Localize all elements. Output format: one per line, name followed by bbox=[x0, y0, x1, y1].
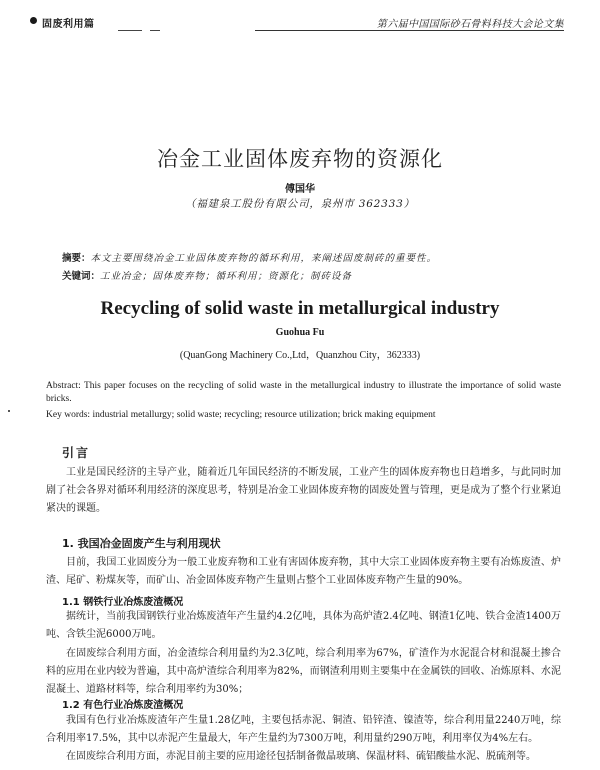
subsection-1-2-paragraph: 在固废综合利用方面，赤泥目前主要的应用途径包括制备微晶玻璃、保温材料、硫铝酸盐水泥、脱硫剂等。 bbox=[66, 751, 536, 762]
subsection-1-1-paragraph: 据统计，当前我国钢铁行业冶炼废渣年产生量约4.2亿吨，具体为高炉渣2.4亿吨、钢渣1亿吨、铁合金渣1400万吨、含铁尘泥6000万吨。 bbox=[46, 611, 561, 640]
keywords-en: Key words: industrial metallurgy; solid waste; recycling; resource utilization; brick making equipment bbox=[46, 410, 436, 420]
affiliation-en: (QuanGong Machinery Co.,Ltd，Quanzhou City，362333) bbox=[179, 350, 421, 361]
author-cn: 傅国华 bbox=[285, 184, 315, 195]
abstract-cn-text: 本文主要围绕冶金工业固体废弃物的循环利用，来阐述固废制砖的重要性。 bbox=[90, 253, 438, 264]
abstract-cn bbox=[62, 250, 560, 264]
paper-title-cn: 冶金工业固体废弃物的资源化 bbox=[157, 147, 443, 171]
intro-heading: 引言 bbox=[62, 446, 91, 460]
keywords-cn-text: 工业冶金；固体废弃物；循环利用；资源化；制砖设备 bbox=[100, 271, 353, 282]
subsection-1-1-heading: 1.1 钢铁行业冶炼废渣概况 bbox=[62, 597, 184, 608]
section-1-heading: 1. 我国冶金固废产生与利用现状 bbox=[62, 537, 221, 550]
header-divider bbox=[118, 30, 142, 31]
subsection-1-1-paragraph: 在固废综合利用方面，冶金渣综合利用量约为2.3亿吨，综合利用率为67%，矿渣作为水泥混合材和混凝土掺合料的应用在业内较为普遍，其中高炉渣综合利用率为82%，而钢渣利用则主要集中在金属铁的回收、冶炼原料、水泥混凝土、道路材料等，综合利用率约为30%； bbox=[46, 648, 561, 695]
keywords-cn-label: 关键词： bbox=[62, 271, 101, 282]
abstract-cn-label: 摘要： bbox=[62, 253, 91, 264]
subsection-1-2-paragraph: 我国有色行业冶炼废渣年产生量1.28亿吨，主要包括赤泥、铜渣、铅锌渣、镍渣等，综合利用量2240万吨，综合利用率17.5%，其中以赤泥产生量最大，年产生量约为7300万吨，利用量约290万吨，利用率仅为4%左右。 bbox=[46, 715, 561, 744]
header-rule bbox=[255, 30, 564, 31]
margin-mark bbox=[8, 410, 10, 412]
running-header-section: 固废利用篇 bbox=[42, 19, 95, 30]
paper-title-en: Recycling of solid waste in metallurgical industry bbox=[100, 298, 500, 319]
affiliation-cn: （福建泉工股份有限公司，泉州市 362333） bbox=[185, 198, 415, 210]
intro-paragraph: 工业是国民经济的主导产业，随着近几年国民经济的不断发展，工业产生的固体废弃物也日趋增多，与此同时加剧了社会各界对循环利用经济的深度思考，特别是冶金工业固体废弃物的固废处置与管理，更是成为了整个行业紧迫紧决的课题。 bbox=[46, 467, 561, 514]
header-divider bbox=[150, 30, 160, 31]
author-en: Guohua Fu bbox=[275, 327, 325, 338]
abstract-en: Abstract: This paper focuses on the recycling of solid waste in the metallurgical industry to illustrate the importance of solid waste bricks. bbox=[46, 381, 561, 404]
keywords-cn bbox=[62, 268, 560, 282]
header-bullet-icon bbox=[30, 17, 37, 24]
subsection-1-2-heading: 1.2 有色行业冶炼废渣概况 bbox=[62, 700, 184, 711]
section-1-paragraph: 目前，我国工业固废分为一般工业废弃物和工业有害固体废弃物，其中大宗工业固体废弃物主要有冶炼废渣、炉渣、尾矿、粉煤灰等，而矿山、冶金固体废弃物产生量则占整个工业固体废弃物产生量的90%。 bbox=[46, 557, 561, 586]
running-header-proceedings: 第六届中国国际砂石骨料科技大会论文集 bbox=[376, 19, 564, 30]
